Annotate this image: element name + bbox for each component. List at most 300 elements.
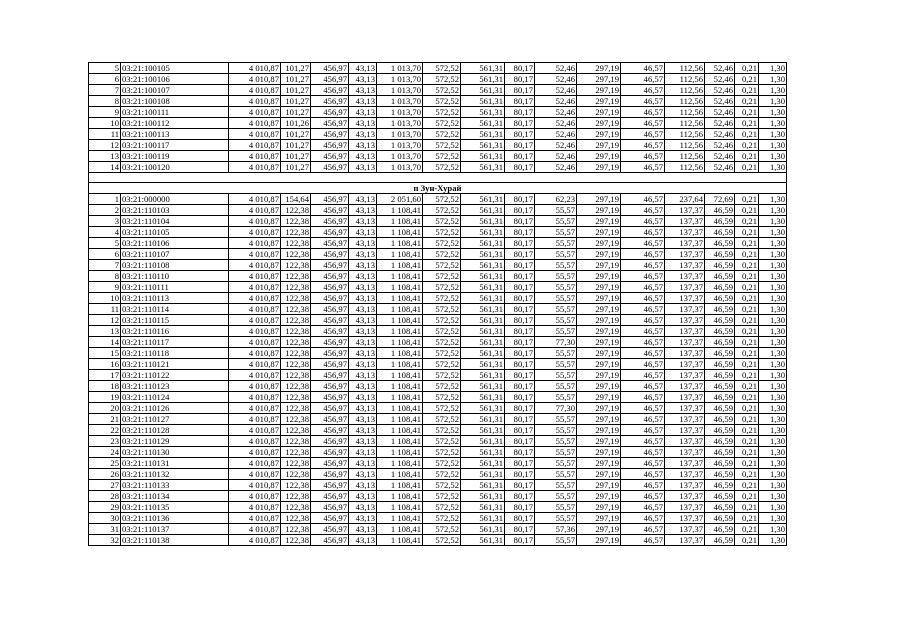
cadastral-number-cell: 03:21:110107 xyxy=(121,249,229,260)
value-cell: 46,57 xyxy=(621,293,665,304)
value-cell: 572,52 xyxy=(423,96,461,107)
value-cell: 1 108,41 xyxy=(377,315,423,326)
value-cell: 0,21 xyxy=(735,129,759,140)
value-cell: 4 010,87 xyxy=(229,425,281,436)
row-number-cell: 29 xyxy=(89,502,121,513)
value-cell: 4 010,87 xyxy=(229,315,281,326)
value-cell: 43,13 xyxy=(349,293,377,304)
value-cell: 80,17 xyxy=(505,249,535,260)
value-cell: 43,13 xyxy=(349,524,377,535)
value-cell: 561,31 xyxy=(461,293,505,304)
value-cell: 572,52 xyxy=(423,140,461,151)
value-cell: 1,30 xyxy=(759,227,787,238)
value-cell: 46,59 xyxy=(705,447,735,458)
value-cell: 55,57 xyxy=(535,502,577,513)
value-cell: 122,38 xyxy=(281,282,311,293)
value-cell: 297,19 xyxy=(577,513,621,524)
value-cell: 1,30 xyxy=(759,403,787,414)
value-cell: 4 010,87 xyxy=(229,260,281,271)
value-cell: 1 108,41 xyxy=(377,403,423,414)
cadastral-number-cell: 03:21:100111 xyxy=(121,107,229,118)
value-cell: 80,17 xyxy=(505,63,535,74)
value-cell: 137,37 xyxy=(665,227,705,238)
row-number-cell: 11 xyxy=(89,129,121,140)
row-number-cell: 3 xyxy=(89,216,121,227)
value-cell: 572,52 xyxy=(423,535,461,546)
value-cell: 561,31 xyxy=(461,458,505,469)
value-cell: 80,17 xyxy=(505,469,535,480)
row-number-cell: 13 xyxy=(89,326,121,337)
value-cell: 122,38 xyxy=(281,535,311,546)
value-cell: 572,52 xyxy=(423,227,461,238)
value-cell: 456,97 xyxy=(311,359,349,370)
value-cell: 80,17 xyxy=(505,151,535,162)
value-cell: 4 010,87 xyxy=(229,96,281,107)
value-cell: 122,38 xyxy=(281,524,311,535)
value-cell: 52,46 xyxy=(705,63,735,74)
value-cell: 43,13 xyxy=(349,403,377,414)
section-header-row xyxy=(89,183,787,194)
row-number-cell: 22 xyxy=(89,425,121,436)
value-cell: 137,37 xyxy=(665,403,705,414)
value-cell: 154,64 xyxy=(281,194,311,205)
value-cell: 55,57 xyxy=(535,535,577,546)
value-cell: 1,30 xyxy=(759,535,787,546)
value-cell: 297,19 xyxy=(577,63,621,74)
value-cell: 46,57 xyxy=(621,74,665,85)
value-cell: 456,97 xyxy=(311,348,349,359)
value-cell: 1 108,41 xyxy=(377,271,423,282)
value-cell: 43,13 xyxy=(349,238,377,249)
value-cell: 122,38 xyxy=(281,370,311,381)
value-cell: 137,37 xyxy=(665,370,705,381)
value-cell: 137,37 xyxy=(665,348,705,359)
value-cell: 55,57 xyxy=(535,370,577,381)
value-cell: 80,17 xyxy=(505,414,535,425)
value-cell: 561,31 xyxy=(461,129,505,140)
value-cell: 80,17 xyxy=(505,107,535,118)
value-cell: 46,57 xyxy=(621,227,665,238)
value-cell: 46,57 xyxy=(621,326,665,337)
value-cell: 1,30 xyxy=(759,502,787,513)
value-cell: 43,13 xyxy=(349,227,377,238)
value-cell: 137,37 xyxy=(665,249,705,260)
value-cell: 0,21 xyxy=(735,480,759,491)
value-cell: 572,52 xyxy=(423,469,461,480)
value-cell: 572,52 xyxy=(423,315,461,326)
value-cell: 297,19 xyxy=(577,140,621,151)
value-cell: 297,19 xyxy=(577,480,621,491)
value-cell: 122,38 xyxy=(281,326,311,337)
value-cell: 4 010,87 xyxy=(229,74,281,85)
value-cell: 0,21 xyxy=(735,205,759,216)
value-cell: 297,19 xyxy=(577,436,621,447)
value-cell: 80,17 xyxy=(505,74,535,85)
value-cell: 297,19 xyxy=(577,227,621,238)
value-cell: 1,30 xyxy=(759,293,787,304)
cadastral-number-cell: 03:21:110133 xyxy=(121,480,229,491)
value-cell: 4 010,87 xyxy=(229,480,281,491)
value-cell: 561,31 xyxy=(461,118,505,129)
value-cell: 0,21 xyxy=(735,359,759,370)
value-cell: 297,19 xyxy=(577,249,621,260)
value-cell: 297,19 xyxy=(577,162,621,173)
value-cell: 297,19 xyxy=(577,238,621,249)
value-cell: 561,31 xyxy=(461,151,505,162)
value-cell: 52,46 xyxy=(705,74,735,85)
value-cell: 80,17 xyxy=(505,491,535,502)
value-cell: 572,52 xyxy=(423,348,461,359)
value-cell: 456,97 xyxy=(311,480,349,491)
value-cell: 137,37 xyxy=(665,524,705,535)
value-cell: 1 108,41 xyxy=(377,381,423,392)
table-row xyxy=(89,337,787,348)
value-cell: 55,57 xyxy=(535,260,577,271)
value-cell: 297,19 xyxy=(577,447,621,458)
value-cell: 297,19 xyxy=(577,304,621,315)
value-cell: 4 010,87 xyxy=(229,63,281,74)
value-cell: 46,57 xyxy=(621,513,665,524)
value-cell: 122,38 xyxy=(281,293,311,304)
value-cell: 46,57 xyxy=(621,238,665,249)
value-cell: 43,13 xyxy=(349,260,377,271)
value-cell: 52,46 xyxy=(535,151,577,162)
value-cell: 46,57 xyxy=(621,271,665,282)
value-cell: 112,56 xyxy=(665,74,705,85)
value-cell: 46,59 xyxy=(705,392,735,403)
value-cell: 456,97 xyxy=(311,425,349,436)
value-cell: 0,21 xyxy=(735,216,759,227)
value-cell: 2 051,60 xyxy=(377,194,423,205)
value-cell: 43,13 xyxy=(349,392,377,403)
value-cell: 1 108,41 xyxy=(377,414,423,425)
cadastral-number-cell: 03:21:110121 xyxy=(121,359,229,370)
value-cell: 46,59 xyxy=(705,414,735,425)
cadastral-number-cell: 03:21:000000 xyxy=(121,194,229,205)
value-cell: 456,97 xyxy=(311,513,349,524)
value-cell: 137,37 xyxy=(665,271,705,282)
value-cell: 561,31 xyxy=(461,491,505,502)
cadastral-number-cell: 03:21:100113 xyxy=(121,129,229,140)
value-cell: 1 108,41 xyxy=(377,304,423,315)
value-cell: 1 013,70 xyxy=(377,107,423,118)
row-number-cell: 25 xyxy=(89,458,121,469)
value-cell: 1,30 xyxy=(759,63,787,74)
value-cell: 43,13 xyxy=(349,480,377,491)
value-cell: 137,37 xyxy=(665,535,705,546)
value-cell: 137,37 xyxy=(665,359,705,370)
value-cell: 297,19 xyxy=(577,216,621,227)
value-cell: 137,37 xyxy=(665,293,705,304)
value-cell: 122,38 xyxy=(281,227,311,238)
row-number-cell: 8 xyxy=(89,271,121,282)
value-cell: 297,19 xyxy=(577,535,621,546)
cadastral-number-cell: 03:21:110117 xyxy=(121,337,229,348)
value-cell: 4 010,87 xyxy=(229,513,281,524)
cadastral-number-cell: 03:21:110113 xyxy=(121,293,229,304)
value-cell: 1,30 xyxy=(759,337,787,348)
value-cell: 561,31 xyxy=(461,359,505,370)
cadastral-number-cell: 03:21:100112 xyxy=(121,118,229,129)
value-cell: 4 010,87 xyxy=(229,271,281,282)
value-cell: 456,97 xyxy=(311,140,349,151)
value-cell: 1,30 xyxy=(759,447,787,458)
value-cell: 0,21 xyxy=(735,458,759,469)
value-cell: 1 108,41 xyxy=(377,282,423,293)
value-cell: 4 010,87 xyxy=(229,249,281,260)
row-number-cell: 5 xyxy=(89,63,121,74)
value-cell: 1,30 xyxy=(759,480,787,491)
value-cell: 561,31 xyxy=(461,205,505,216)
value-cell: 1 108,41 xyxy=(377,458,423,469)
value-cell: 1,30 xyxy=(759,271,787,282)
value-cell: 1 108,41 xyxy=(377,491,423,502)
value-cell: 561,31 xyxy=(461,524,505,535)
value-cell: 1,30 xyxy=(759,381,787,392)
row-number-cell: 5 xyxy=(89,238,121,249)
value-cell: 122,38 xyxy=(281,337,311,348)
table-row xyxy=(89,85,787,96)
value-cell: 297,19 xyxy=(577,469,621,480)
value-cell: 137,37 xyxy=(665,282,705,293)
table-row xyxy=(89,96,787,107)
value-cell: 456,97 xyxy=(311,151,349,162)
value-cell: 1,30 xyxy=(759,326,787,337)
row-number-cell: 9 xyxy=(89,107,121,118)
row-number-cell: 2 xyxy=(89,205,121,216)
value-cell: 80,17 xyxy=(505,447,535,458)
value-cell: 1,30 xyxy=(759,249,787,260)
value-cell: 1 108,41 xyxy=(377,502,423,513)
value-cell: 46,57 xyxy=(621,96,665,107)
value-cell: 46,57 xyxy=(621,403,665,414)
value-cell: 4 010,87 xyxy=(229,227,281,238)
value-cell: 0,21 xyxy=(735,326,759,337)
table-row xyxy=(89,370,787,381)
value-cell: 561,31 xyxy=(461,194,505,205)
value-cell: 1,30 xyxy=(759,238,787,249)
value-cell: 561,31 xyxy=(461,337,505,348)
value-cell: 561,31 xyxy=(461,63,505,74)
value-cell: 43,13 xyxy=(349,140,377,151)
value-cell: 122,38 xyxy=(281,260,311,271)
value-cell: 1 013,70 xyxy=(377,140,423,151)
value-cell: 0,21 xyxy=(735,260,759,271)
value-cell: 456,97 xyxy=(311,436,349,447)
value-cell: 456,97 xyxy=(311,216,349,227)
value-cell: 80,17 xyxy=(505,381,535,392)
value-cell: 1,30 xyxy=(759,392,787,403)
value-cell: 112,56 xyxy=(665,162,705,173)
value-cell: 122,38 xyxy=(281,205,311,216)
value-cell: 0,21 xyxy=(735,403,759,414)
value-cell: 4 010,87 xyxy=(229,414,281,425)
row-number-cell: 24 xyxy=(89,447,121,458)
value-cell: 1,30 xyxy=(759,216,787,227)
value-cell: 137,37 xyxy=(665,392,705,403)
row-number-cell: 12 xyxy=(89,315,121,326)
value-cell: 1 013,70 xyxy=(377,63,423,74)
value-cell: 55,57 xyxy=(535,480,577,491)
value-cell: 72,69 xyxy=(705,194,735,205)
value-cell: 43,13 xyxy=(349,282,377,293)
value-cell: 43,13 xyxy=(349,315,377,326)
value-cell: 101,27 xyxy=(281,162,311,173)
value-cell: 46,59 xyxy=(705,381,735,392)
value-cell: 80,17 xyxy=(505,337,535,348)
value-cell: 101,27 xyxy=(281,140,311,151)
value-cell: 297,19 xyxy=(577,326,621,337)
value-cell: 561,31 xyxy=(461,304,505,315)
value-cell: 572,52 xyxy=(423,414,461,425)
table-row xyxy=(89,304,787,315)
value-cell: 572,52 xyxy=(423,447,461,458)
value-cell: 1,30 xyxy=(759,304,787,315)
value-cell: 80,17 xyxy=(505,326,535,337)
value-cell: 1,30 xyxy=(759,425,787,436)
value-cell: 46,59 xyxy=(705,205,735,216)
row-number-cell: 14 xyxy=(89,337,121,348)
value-cell: 1 108,41 xyxy=(377,392,423,403)
cadastral-number-cell: 03:21:100105 xyxy=(121,63,229,74)
value-cell: 572,52 xyxy=(423,436,461,447)
value-cell: 572,52 xyxy=(423,513,461,524)
value-cell: 456,97 xyxy=(311,304,349,315)
value-cell: 297,19 xyxy=(577,293,621,304)
cadastral-number-cell: 03:21:100106 xyxy=(121,74,229,85)
value-cell: 112,56 xyxy=(665,151,705,162)
value-cell: 80,17 xyxy=(505,238,535,249)
value-cell: 1,30 xyxy=(759,85,787,96)
row-number-cell: 7 xyxy=(89,260,121,271)
value-cell: 4 010,87 xyxy=(229,238,281,249)
value-cell: 561,31 xyxy=(461,348,505,359)
cadastral-number-cell: 03:21:110103 xyxy=(121,205,229,216)
value-cell: 4 010,87 xyxy=(229,469,281,480)
value-cell: 122,38 xyxy=(281,238,311,249)
value-cell: 137,37 xyxy=(665,238,705,249)
row-number-cell: 10 xyxy=(89,118,121,129)
value-cell: 1 108,41 xyxy=(377,436,423,447)
value-cell: 43,13 xyxy=(349,129,377,140)
value-cell: 456,97 xyxy=(311,315,349,326)
value-cell: 561,31 xyxy=(461,414,505,425)
value-cell: 80,17 xyxy=(505,227,535,238)
row-number-cell: 32 xyxy=(89,535,121,546)
cadastral-number-cell: 03:21:110127 xyxy=(121,414,229,425)
value-cell: 101,27 xyxy=(281,151,311,162)
row-number-cell: 20 xyxy=(89,403,121,414)
value-cell: 1,30 xyxy=(759,129,787,140)
value-cell: 80,17 xyxy=(505,216,535,227)
value-cell: 101,27 xyxy=(281,129,311,140)
value-cell: 55,57 xyxy=(535,216,577,227)
value-cell: 1,30 xyxy=(759,96,787,107)
value-cell: 43,13 xyxy=(349,249,377,260)
value-cell: 52,46 xyxy=(705,107,735,118)
value-cell: 237,64 xyxy=(665,194,705,205)
row-number-cell: 19 xyxy=(89,392,121,403)
value-cell: 46,59 xyxy=(705,227,735,238)
value-cell: 112,56 xyxy=(665,85,705,96)
value-cell: 80,17 xyxy=(505,260,535,271)
value-cell: 46,57 xyxy=(621,491,665,502)
value-cell: 46,57 xyxy=(621,502,665,513)
value-cell: 1,30 xyxy=(759,469,787,480)
value-cell: 46,59 xyxy=(705,403,735,414)
value-cell: 137,37 xyxy=(665,337,705,348)
value-cell: 572,52 xyxy=(423,326,461,337)
value-cell: 0,21 xyxy=(735,293,759,304)
row-number-cell: 1 xyxy=(89,194,121,205)
value-cell: 1 108,41 xyxy=(377,480,423,491)
table-row xyxy=(89,348,787,359)
value-cell: 80,17 xyxy=(505,480,535,491)
value-cell: 1,30 xyxy=(759,282,787,293)
value-cell: 55,57 xyxy=(535,359,577,370)
value-cell: 572,52 xyxy=(423,238,461,249)
table-row xyxy=(89,524,787,535)
row-number-cell: 12 xyxy=(89,140,121,151)
value-cell: 456,97 xyxy=(311,129,349,140)
value-cell: 561,31 xyxy=(461,216,505,227)
value-cell: 0,21 xyxy=(735,162,759,173)
value-cell: 561,31 xyxy=(461,282,505,293)
value-cell: 46,57 xyxy=(621,129,665,140)
value-cell: 1 013,70 xyxy=(377,96,423,107)
value-cell: 297,19 xyxy=(577,348,621,359)
value-cell: 80,17 xyxy=(505,392,535,403)
value-cell: 456,97 xyxy=(311,524,349,535)
value-cell: 46,59 xyxy=(705,238,735,249)
row-number-cell: 27 xyxy=(89,480,121,491)
value-cell: 46,57 xyxy=(621,381,665,392)
value-cell: 1 108,41 xyxy=(377,359,423,370)
value-cell: 297,19 xyxy=(577,194,621,205)
value-cell: 1 013,70 xyxy=(377,129,423,140)
value-cell: 80,17 xyxy=(505,162,535,173)
value-cell: 572,52 xyxy=(423,74,461,85)
value-cell: 456,97 xyxy=(311,469,349,480)
value-cell: 46,57 xyxy=(621,348,665,359)
value-cell: 561,31 xyxy=(461,260,505,271)
value-cell: 561,31 xyxy=(461,480,505,491)
table-row xyxy=(89,129,787,140)
cadastral-number-cell: 03:21:110128 xyxy=(121,425,229,436)
value-cell: 137,37 xyxy=(665,326,705,337)
value-cell: 52,46 xyxy=(705,151,735,162)
value-cell: 1 108,41 xyxy=(377,326,423,337)
value-cell: 46,59 xyxy=(705,370,735,381)
value-cell: 1,30 xyxy=(759,260,787,271)
table-row xyxy=(89,293,787,304)
value-cell: 4 010,87 xyxy=(229,282,281,293)
value-cell: 297,19 xyxy=(577,381,621,392)
value-cell: 297,19 xyxy=(577,205,621,216)
table-row xyxy=(89,392,787,403)
value-cell: 46,59 xyxy=(705,260,735,271)
value-cell: 4 010,87 xyxy=(229,502,281,513)
value-cell: 55,57 xyxy=(535,249,577,260)
value-cell: 0,21 xyxy=(735,107,759,118)
table-row xyxy=(89,480,787,491)
row-number-cell: 13 xyxy=(89,151,121,162)
value-cell: 456,97 xyxy=(311,271,349,282)
value-cell: 46,59 xyxy=(705,535,735,546)
value-cell: 572,52 xyxy=(423,216,461,227)
value-cell: 52,46 xyxy=(535,74,577,85)
value-cell: 0,21 xyxy=(735,63,759,74)
